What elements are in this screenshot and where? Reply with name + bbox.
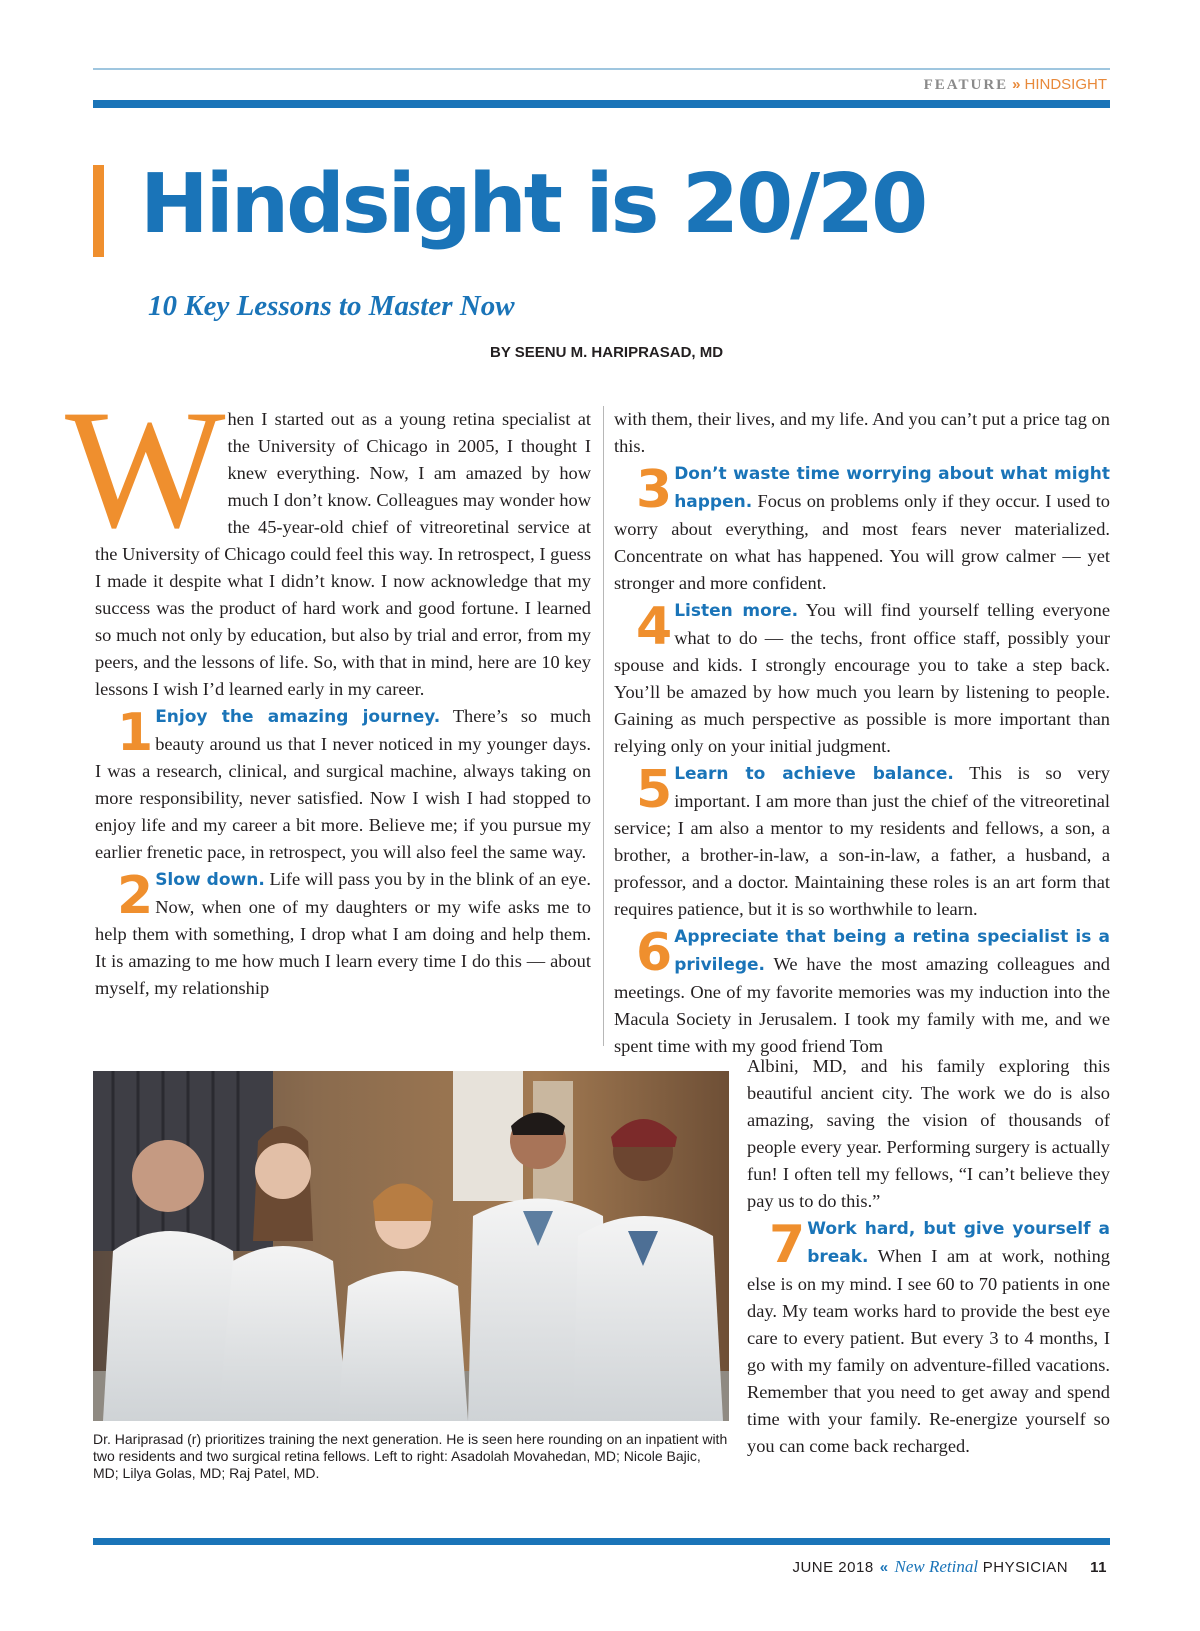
lesson-3 (614, 460, 1110, 597)
publication-name-italic: New Retinal (894, 1557, 979, 1576)
issue-date: JUNE 2018 (792, 1559, 874, 1576)
article-subtitle: 10 Key Lessons to Master Now (148, 290, 515, 322)
lesson-heading: Appreciate that being a retina specialist is a privilege. (674, 927, 1110, 975)
photo-caption: Dr. Hariprasad (r) prioritizes training the next generation. He is seen here rounding on an inpatient with two residents and two surgical retina fellows. Left to right: Asadolah Movahedan, MD; Nicole Bajic, MD; Lilya Golas, MD; Raj Patel, MD. (93, 1431, 728, 1481)
article-title: Hindsight is 20/20 (140, 157, 926, 252)
physicians-photo-illustration (93, 1071, 729, 1421)
lesson-heading: Slow down. (155, 870, 265, 890)
article-photo (93, 1071, 729, 1421)
lesson-number: 6 (636, 923, 673, 983)
header-thick-rule (93, 100, 1110, 108)
lesson-text: Focus on problems only if they occur. I used to worry about everything, and most fears never materialized. Concentrate on what has happened. You will grow calmer — yet stronger and more confident. (614, 491, 1110, 593)
lesson-heading: Enjoy the amazing journey. (155, 707, 441, 727)
lesson-number: 7 (769, 1215, 806, 1275)
title-accent-bar (93, 165, 104, 257)
lesson-4 (614, 597, 1110, 760)
lesson-2-continued: with them, their lives, and my life. And you can’t put a price tag on this. (614, 409, 1110, 456)
header-thin-rule (93, 68, 1110, 70)
page-footer (792, 1557, 1107, 1577)
chevron-right-icon: » (1012, 76, 1021, 93)
lesson-2 (95, 866, 591, 1002)
lesson-number: 4 (636, 597, 673, 657)
lesson-6-continued: Albini, MD, and his family exploring this beautiful ancient city. The work we do is also amazing, saving the vision of thousands of people every year. Performing surgery is actually fun! I often tell my fellows, “I can’t believe they pay us to do this.” (747, 1056, 1110, 1211)
lesson-6 (614, 923, 1110, 1060)
lesson-text: This is so very important. I am more than just the chief of the vitreoretinal service; I am also a mentor to my residents and fellows, a son, a brother, a brother-in-law, a son-in-law, a father, a husband, a professor, and a doctor. Maintaining these roles is an art form that requires patience, but it is so worthwhile to learn. (614, 763, 1111, 919)
lesson-heading: Learn to achieve balance. (674, 764, 954, 784)
lesson-heading: Listen more. (674, 601, 799, 621)
lesson-5 (614, 760, 1110, 923)
lesson-number: 3 (636, 460, 673, 520)
lesson-7 (747, 1215, 1110, 1460)
lesson-text: You will find yourself telling everyone what to do — the techs, front office staff, possibly your spouse and kids. I strongly encourage you to take a step back. You’ll be amazed by how much you learn by listening to people. Gaining as much perspective as possible is more important than relying only on your initial judgment. (614, 600, 1110, 756)
lesson-text: We have the most amazing colleagues and meetings. One of my favorite memories was my induction into the Macula Society in Jerusalem. I took my family with me, and we spent time with my good friend Tom (614, 954, 1111, 1056)
article-byline: BY SEENU M. HARIPRASAD, MD (490, 344, 724, 361)
lesson-number: 2 (117, 866, 154, 926)
column-left (65, 375, 591, 1048)
lesson-text: There’s so much beauty around us that I never noticed in my younger days. I was a research, clinical, and surgical machine, always taking on more responsibility, never satisfied. Now I wish I had stopped to enjoy life and my career a bit more. Believe me; if you pursue my earlier frenetic pace, in retrospect, you will also feel the same way. (95, 706, 591, 862)
lesson-number: 5 (636, 760, 673, 820)
lesson-text: When I am at work, nothing else is on my mind. I see 60 to 70 patients in one day. My team works hard to provide the best eye care to every patient. But every 3 to 4 months, I go with my family on adventure-filled vacations. Remember that you need to get away and spend time with your family. Re-energize yourself so you can come back recharged. (747, 1246, 1111, 1456)
publication-name: PHYSICIAN (982, 1559, 1069, 1576)
column-right-lower (747, 1053, 1110, 1460)
lesson-1 (95, 703, 591, 866)
lesson-text: Life will pass you by in the blink of an eye. Now, when one of my daughters or my wife asks me to help them with something, I drop what I am doing and help them. It is amazing to me how much I learn every time I do this — about myself, my relationship (95, 869, 591, 998)
drop-cap: W (65, 375, 218, 563)
lesson-heading: Don’t waste time worrying about what might happen. (674, 464, 1110, 512)
page-number: 11 (1090, 1559, 1107, 1576)
section-label (924, 76, 1107, 94)
lesson-heading: Work hard, but give yourself a break. (807, 1219, 1110, 1267)
lesson-number: 1 (117, 703, 154, 763)
chevron-left-icon: « (879, 1559, 889, 1576)
column-right (614, 406, 1110, 1060)
intro-paragraph (65, 375, 591, 703)
column-divider (603, 406, 604, 1046)
intro-text: hen I started out as a young retina specialist at the University of Chicago in 2005, I thought I knew everything. Now, I am amazed by how much I don’t know. Colleagues may wonder how the 45-year-old chief of vitreoretinal service at the University of Chicago could feel this way. In retrospect, I guess I made it despite what I didn’t know. I now acknowledge that my success was the product of hard work and good fortune. I learned so much not only by education, but also by trial and error, from my peers, and the lessons of life. So, with that in mind, here are 10 key lessons I wish I’d learned early in my career. (95, 409, 591, 699)
section-name: FEATURE (923, 77, 1009, 93)
footer-rule (93, 1538, 1110, 1545)
department-name: HINDSIGHT (1024, 76, 1107, 93)
